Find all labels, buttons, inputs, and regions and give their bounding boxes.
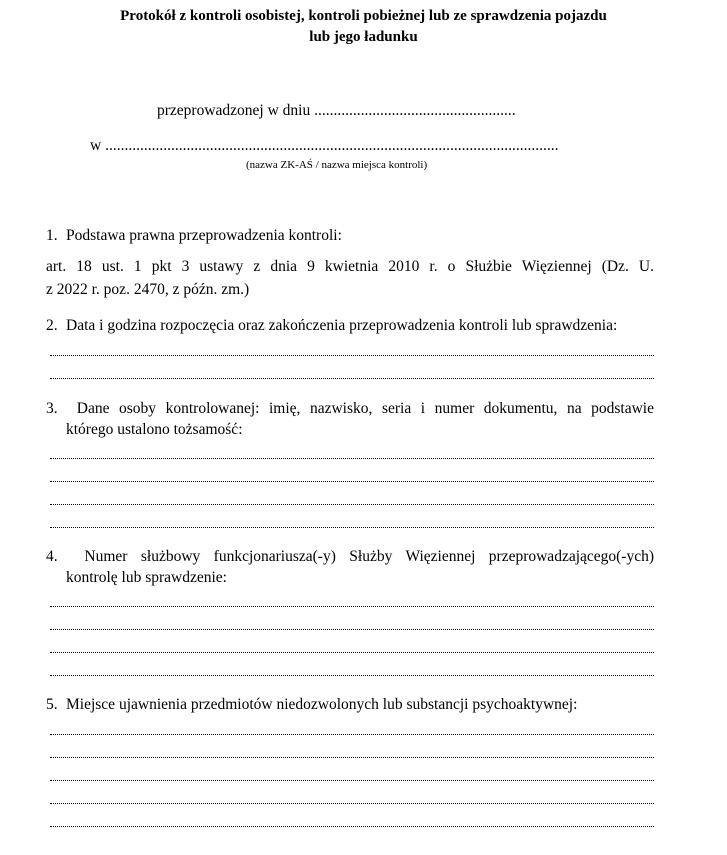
place-label: w	[90, 137, 102, 154]
section-4-heading-line2: kontrolę lub sprawdzenie:	[66, 569, 227, 586]
place-caption: (nazwa ZK-AŚ / nazwa miejsca kontroli)	[246, 159, 428, 171]
section-4-fill-line-1	[50, 606, 654, 607]
date-field	[157, 101, 516, 121]
section-3-fill-line-1	[50, 458, 654, 459]
section-3-fill-line-3	[50, 504, 654, 505]
section-5-fill-line-5	[50, 826, 654, 827]
section-2-heading	[46, 315, 656, 337]
section-heading-text: Miejsce ujawnienia przedmiotów niedozwolonych lub substancji psychoaktywnej:	[66, 696, 578, 713]
section-5-fill-line-1	[50, 734, 654, 735]
place-field	[90, 136, 558, 156]
section-3-fill-line-2	[50, 481, 654, 482]
section-4-heading-line1	[46, 546, 654, 568]
section-4-fill-line-2	[50, 629, 654, 630]
section-5-fill-line-2	[50, 757, 654, 758]
section-number: 3.	[46, 400, 58, 417]
place-dots: .....................................................................................................................	[105, 137, 559, 154]
section-2-fill-line-2	[50, 378, 654, 379]
section-heading-text: Dane osoby kontrolowanej: imię, nazwisko, seria i numer dokumentu, na podstawie	[76, 400, 654, 417]
section-2-fill-line-1	[50, 355, 654, 356]
section-1-heading	[46, 225, 656, 247]
document-title-line2: lub jego ładunku	[309, 29, 418, 45]
document-title-line1: Protokół z kontroli osobistej, kontroli pobieżnej lub ze sprawdzenia pojazdu	[120, 8, 607, 24]
section-number: 5.	[46, 696, 58, 713]
section-3-heading-line1	[46, 398, 654, 420]
section-number: 4.	[46, 548, 58, 565]
section-4-fill-line-3	[50, 652, 654, 653]
section-5-fill-line-4	[50, 803, 654, 804]
section-number: 1.	[46, 227, 58, 244]
section-1-body-line1: art. 18 ust. 1 pkt 3 ustawy z dnia 9 kwietnia 2010 r. o Służbie Więziennej (Dz. U.	[46, 258, 654, 275]
section-heading-text: Podstawa prawna przeprowadzenia kontroli:	[66, 227, 342, 244]
section-4-fill-line-4	[50, 675, 654, 676]
section-heading-text: Numer służbowy funkcjonariusza(-y) Służby Więziennej przeprowadzającego(-ych)	[84, 548, 655, 565]
section-3-heading-line2: którego ustalono tożsamość:	[66, 421, 243, 438]
section-heading-text: Data i godzina rozpoczęcia oraz zakończenia przeprowadzenia kontroli lub sprawdzenia:	[66, 317, 618, 334]
section-3-fill-line-4	[50, 527, 654, 528]
date-label: przeprowadzonej w dniu	[157, 102, 311, 119]
section-5-heading	[46, 694, 656, 716]
section-number: 2.	[46, 317, 58, 334]
date-dots: ....................................................	[314, 102, 516, 119]
section-5-fill-line-3	[50, 780, 654, 781]
section-1-body-line2: z 2022 r. poz. 2470, z późn. zm.)	[46, 281, 250, 298]
